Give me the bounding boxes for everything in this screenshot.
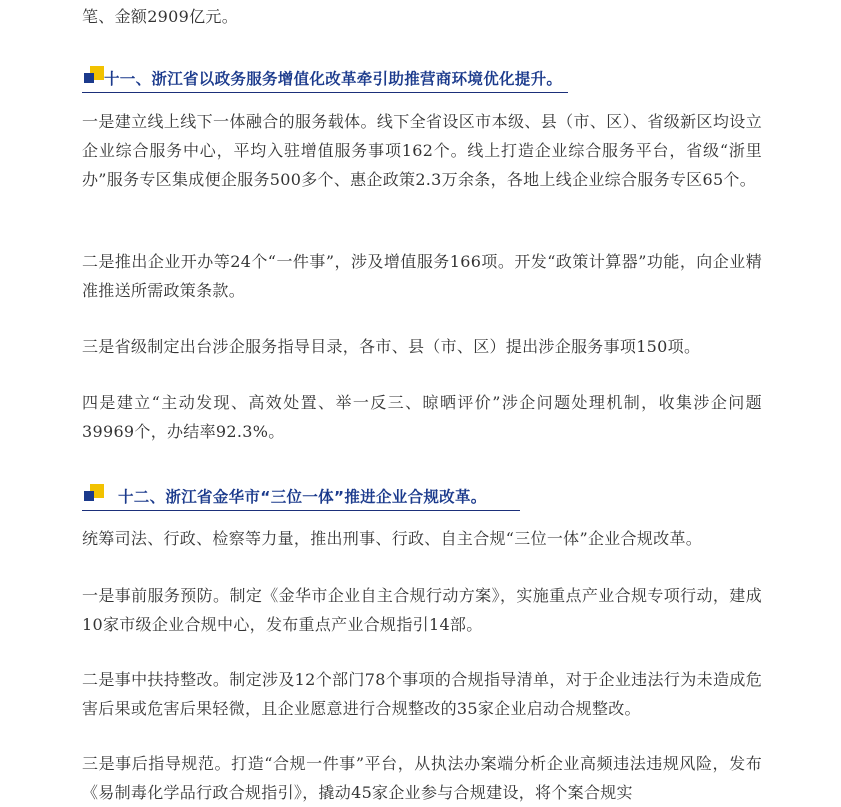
- paragraph-11-3: 三是省级制定出台涉企服务指导目录，各市、县（市、区）提出涉企服务事项150项。: [82, 337, 701, 356]
- paragraph-11-2: 二是推出企业开办等24个“一件事”，涉及增值服务166项。开发“政策计算器”功能，向企业精准推送所需政策条款。: [82, 252, 762, 300]
- section-title-12: 十二、浙江省金华市“三位一体”推进企业合规改革。: [118, 488, 487, 506]
- paragraph-12-2: 二是事中扶持整改。制定涉及12个部门78个事项的合规指导清单，对于企业违法行为未造成危害后果或危害后果轻微，且企业愿意进行合规整改的35家企业启动合规整改。: [82, 670, 762, 718]
- paragraph-top-fragment: 笔、金额2909亿元。: [82, 7, 239, 26]
- paragraph-12-1: 一是事前服务预防。制定《金华市企业自主合规行动方案》，实施重点产业合规专项行动，建成10家市级企业合规中心，发布重点产业合规指引14部。: [82, 586, 762, 634]
- paragraph-11-1: 一是建立线上线下一体融合的服务载体。线下全省设区市本级、县（市、区）、省级新区均设立企业综合服务中心，平均入驻增值服务事项162个。线上打造企业综合服务平台，省级“浙里办”服务专区集成便企服务500多个、惠企政策2.3万余条，各地上线企业综合服务专区65个。: [82, 112, 762, 189]
- paragraph-12-0: 统筹司法、行政、检察等力量，推出刑事、行政、自主合规“三位一体”企业合规改革。: [82, 529, 703, 548]
- heading-square-blue-icon: [84, 73, 94, 83]
- section-title-11: 十一、浙江省以政务服务增值化改革牵引助推营商环境优化提升。: [104, 70, 563, 88]
- section-heading-12: [82, 484, 520, 511]
- heading-square-blue-icon: [84, 491, 94, 501]
- paragraph-11-4: 四是建立“主动发现、高效处置、举一反三、晾晒评价”涉企问题处理机制，收集涉企问题39969个，办结率92.3%。: [82, 393, 762, 441]
- section-heading-11: [82, 66, 568, 93]
- paragraph-12-3: 三是事后指导规范。打造“合规一件事”平台，从执法办案端分析企业高频违法违规风险，发布《易制毒化学品行政合规指引》，撬动45家企业参与合规建设，将个案合规实: [82, 754, 762, 802]
